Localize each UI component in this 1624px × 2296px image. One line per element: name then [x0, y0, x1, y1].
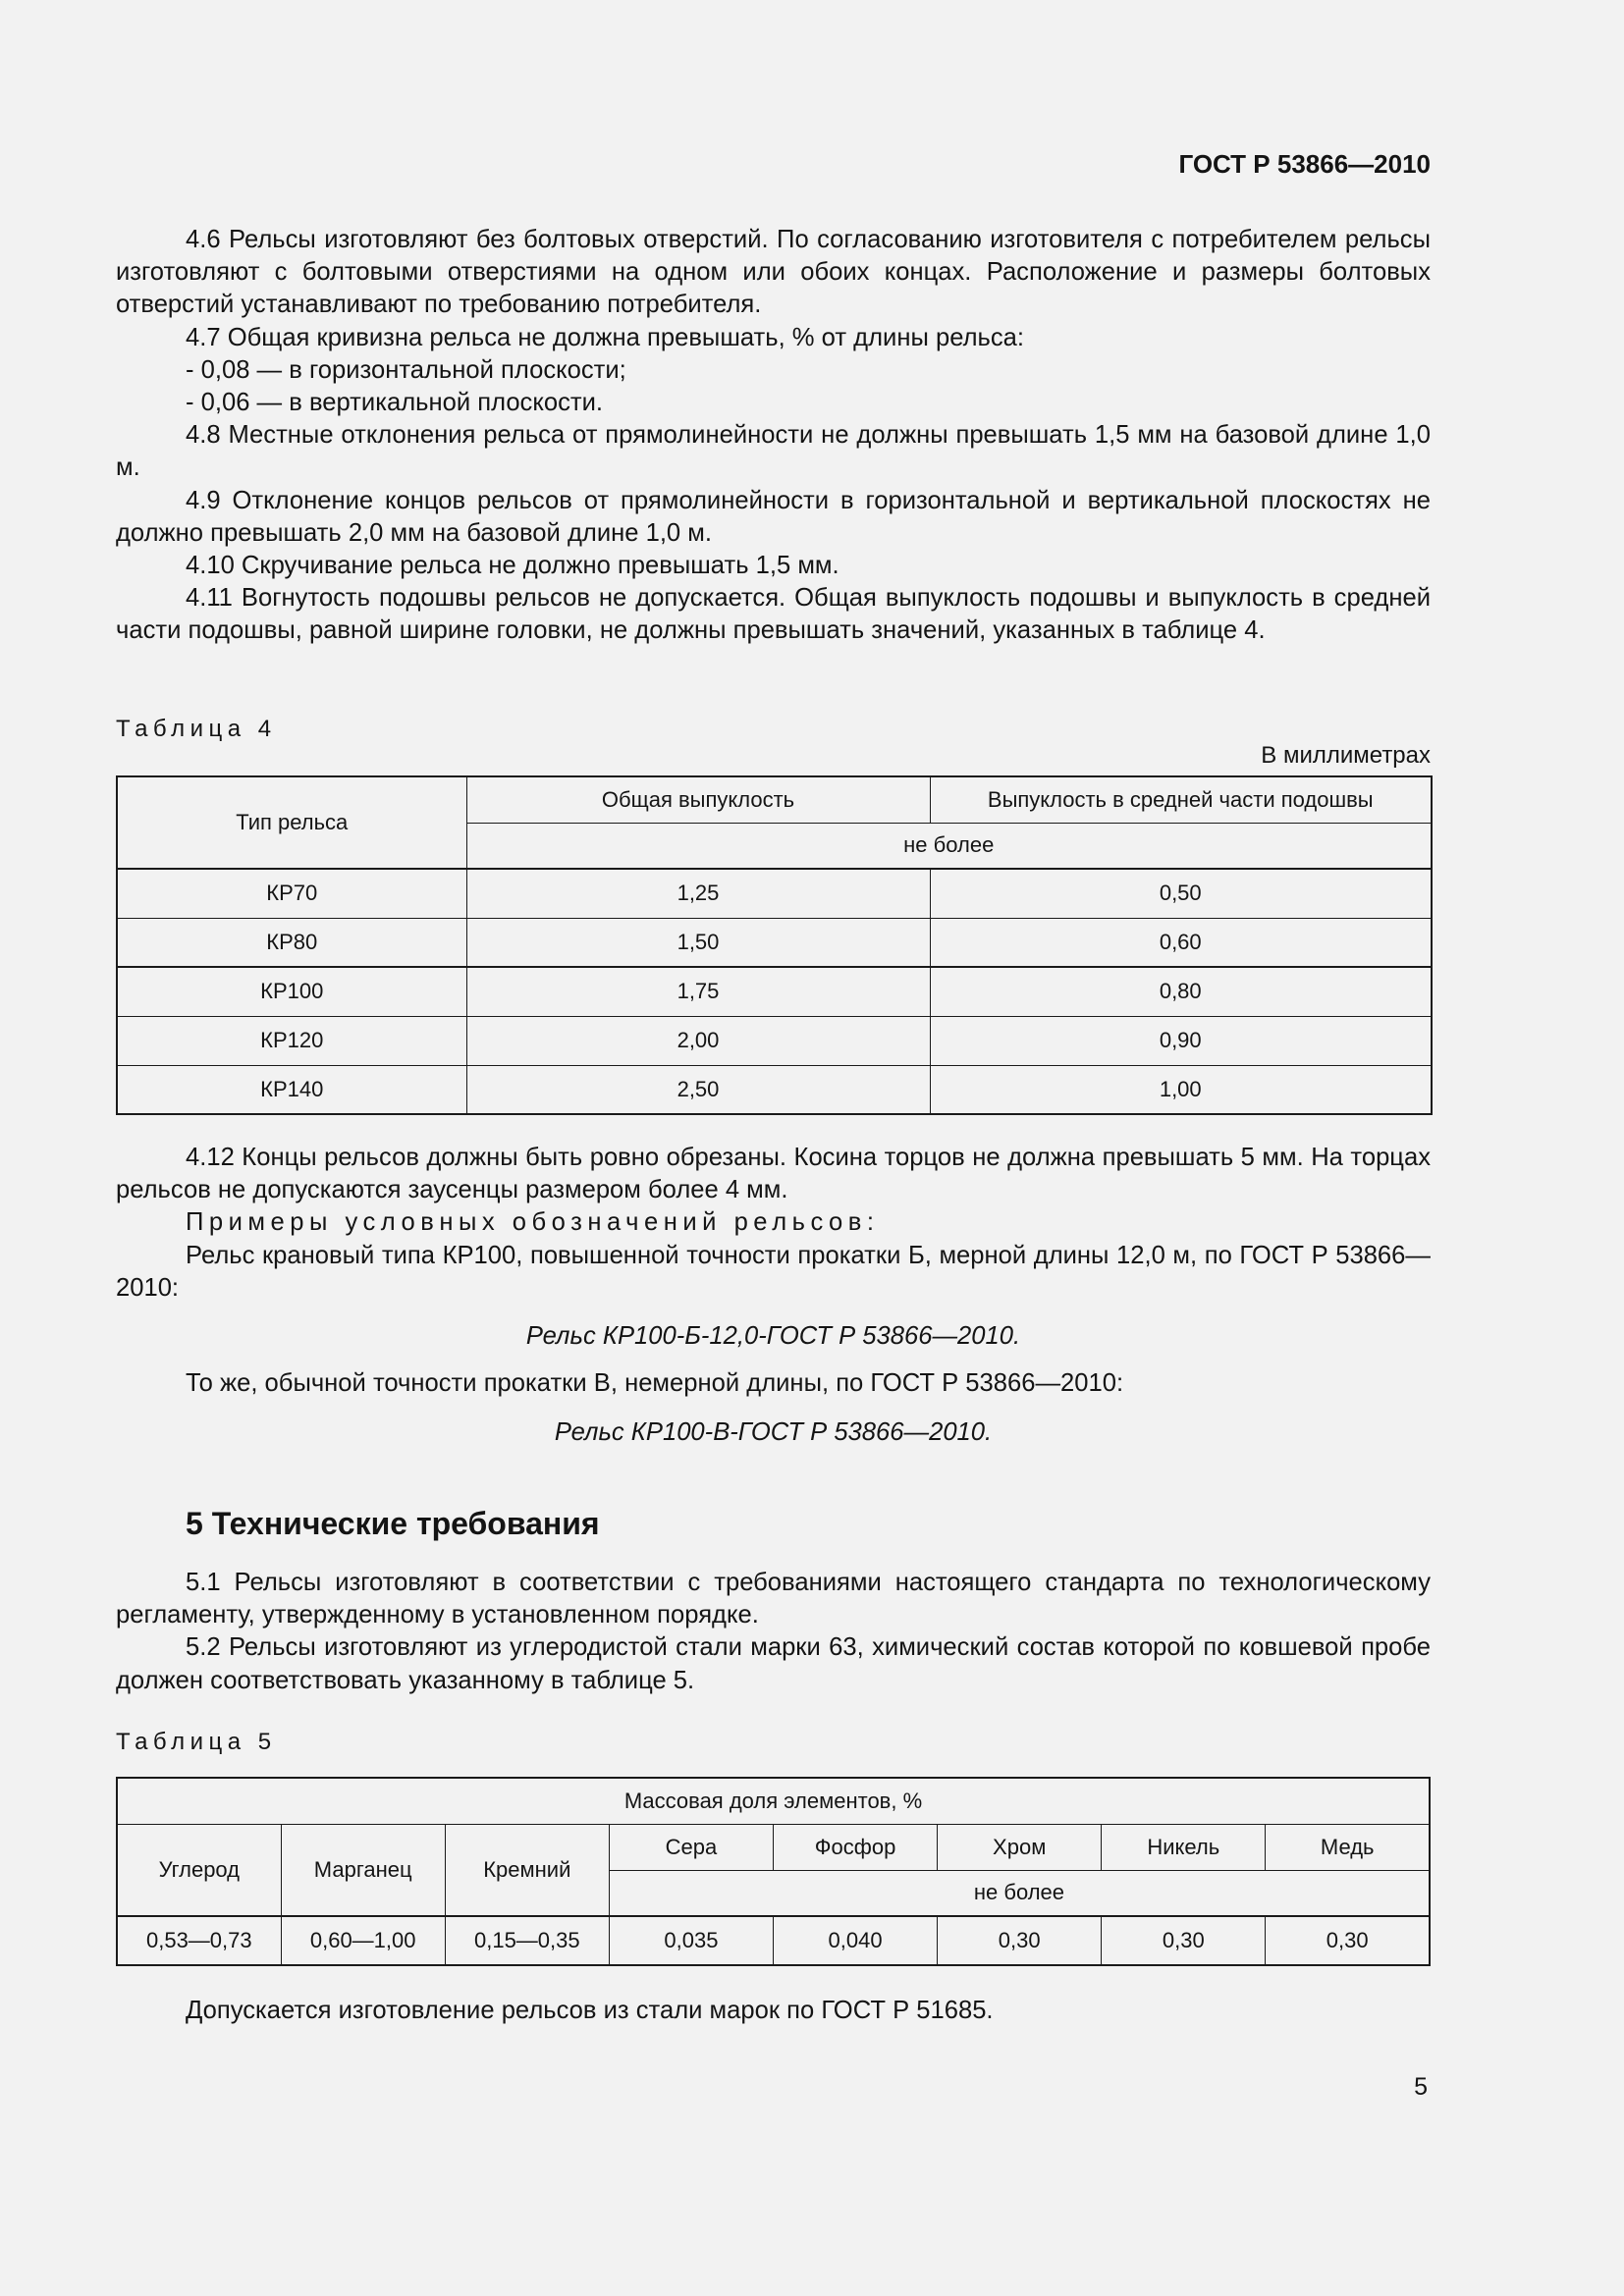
table-4-unit: В миллиметрах	[1261, 742, 1431, 769]
table-5-col-nickel: Никель	[1102, 1824, 1266, 1870]
table-cell: 0,040	[774, 1916, 938, 1965]
paragraph-4-7: 4.7 Общая кривизна рельса не должна превышать, % от длины рельса:	[186, 323, 1025, 351]
table-cell: 1,00	[930, 1065, 1432, 1114]
table-cell: КР120	[117, 1016, 466, 1065]
table-4	[116, 775, 1433, 1115]
section-5-text	[116, 1567, 1431, 1697]
table-5-caption: Таблица 5	[116, 1729, 277, 1755]
list-item: - 0,08 — в горизонтальной плоскости;	[186, 355, 626, 384]
section-5-note-block	[116, 1995, 1431, 2027]
examples-heading: Примеры условных обозначений рельсов:	[186, 1208, 880, 1237]
example-1-code: Рельс КР100-Б-12,0-ГОСТ Р 53866—2010.	[525, 1322, 1021, 1350]
table-4-header-middle: Выпуклость в средней части подошвы	[930, 776, 1432, 823]
table-row	[117, 869, 1432, 918]
table-cell: 0,30	[1102, 1916, 1266, 1965]
paragraph-4-11: 4.11 Вогнутость подошвы рельсов не допускается. Общая выпуклость подошвы и выпуклость в средней части подошвы, равной ширине головки, не должны превышать значений, указанных в таблице 4.	[116, 584, 1431, 645]
table-5-col-carbon: Углерод	[117, 1824, 281, 1916]
table-row	[117, 967, 1432, 1016]
section-5-note: Допускается изготовление рельсов из стали марок по ГОСТ Р 51685.	[186, 1997, 994, 2024]
table-5-top-header: Массовая доля элементов, %	[117, 1778, 1430, 1824]
paragraph-4-10: 4.10 Скручивание рельса не должно превышать 1,5 мм.	[186, 552, 839, 580]
page-number: 5	[1414, 2073, 1428, 2101]
paragraph-5-1: 5.1 Рельсы изготовляют в соответствии с требованиями настоящего стандарта по технологическому регламенту, утвержденному в установленном порядке.	[116, 1569, 1431, 1629]
table-cell: 0,90	[930, 1016, 1432, 1065]
table-cell: 0,30	[938, 1916, 1102, 1965]
example-2-text: То же, обычной точности прокатки В, немерной длины, по ГОСТ Р 53866—2010:	[186, 1369, 1124, 1397]
table-cell: 0,80	[930, 967, 1432, 1016]
table-cell: 1,75	[466, 967, 930, 1016]
example-2-code: Рельс КР100-В-ГОСТ Р 53866—2010.	[554, 1418, 993, 1446]
document-code: ГОСТ Р 53866—2010	[1178, 149, 1431, 179]
section-5-heading: 5 Технические требования	[186, 1506, 600, 1541]
section-4-bottom	[116, 1142, 1431, 1305]
table-5-subheader: не более	[609, 1870, 1430, 1916]
table-cell: 0,60—1,00	[281, 1916, 445, 1965]
table-5-col-sulfur: Сера	[609, 1824, 773, 1870]
table-5	[116, 1777, 1431, 1966]
table-cell: КР70	[117, 869, 466, 918]
table-4-caption: Таблица 4	[116, 716, 277, 742]
table-cell: 1,50	[466, 918, 930, 967]
table-cell: КР80	[117, 918, 466, 967]
table-cell: 0,30	[1266, 1916, 1430, 1965]
table-cell: 0,60	[930, 918, 1432, 967]
table-5-col-phosphorus: Фосфор	[774, 1824, 938, 1870]
table-cell: 0,15—0,35	[445, 1916, 609, 1965]
table-5-col-silicon: Кремний	[445, 1824, 609, 1916]
list-item: - 0,06 — в вертикальной плоскости.	[186, 389, 603, 417]
table-cell: 2,00	[466, 1016, 930, 1065]
paragraph-4-12: 4.12 Концы рельсов должны быть ровно обрезаны. Косина торцов не должна превышать 5 мм. На торцах рельсов не допускаются заусенцы размером более 4 мм.	[116, 1144, 1431, 1204]
paragraph-5-2: 5.2 Рельсы изготовляют из углеродистой стали марки 63, химический состав которой по ковшевой пробе должен соответствовать указанному в таблице 5.	[116, 1633, 1431, 1694]
table-row	[117, 1016, 1432, 1065]
table-row	[117, 1065, 1432, 1114]
table-row	[117, 918, 1432, 967]
table-5-col-chromium: Хром	[938, 1824, 1102, 1870]
table-cell: 0,035	[609, 1916, 773, 1965]
table-5-col-copper: Медь	[1266, 1824, 1430, 1870]
paragraph-4-9: 4.9 Отклонение концов рельсов от прямолинейности в горизонтальной и вертикальной плоскостях не должно превышать 2,0 мм на базовой длине 1,0 м.	[116, 486, 1431, 547]
paragraph-4-6: 4.6 Рельсы изготовляют без болтовых отверстий. По согласованию изготовителя с потребителем рельсы изготовляют с болтовыми отверстиями на одном или обоих концах. Расположение и размеры болтовых отверстий устанавливают по требованию потребителя.	[116, 226, 1431, 319]
example-1-text: Рельс крановый типа КР100, повышенной точности прокатки Б, мерной длины 12,0 м, по ГОСТ Р 53866—2010:	[116, 1241, 1431, 1302]
table-cell: 2,50	[466, 1065, 930, 1114]
table-cell: 0,53—0,73	[117, 1916, 281, 1965]
table-4-subheader: не более	[466, 823, 1432, 869]
table-4-header-total: Общая выпуклость	[466, 776, 930, 823]
table-row	[117, 1916, 1430, 1965]
section-4-top	[116, 224, 1431, 648]
example-2	[116, 1367, 1431, 1400]
table-cell: КР140	[117, 1065, 466, 1114]
table-cell: 0,50	[930, 869, 1432, 918]
table-4-header-type: Тип рельса	[117, 776, 466, 869]
table-cell: КР100	[117, 967, 466, 1016]
table-5-col-manganese: Марганец	[281, 1824, 445, 1916]
paragraph-4-8: 4.8 Местные отклонения рельса от прямолинейности не должны превышать 1,5 мм на базовой длине 1,0 м.	[116, 421, 1431, 482]
table-cell: 1,25	[466, 869, 930, 918]
